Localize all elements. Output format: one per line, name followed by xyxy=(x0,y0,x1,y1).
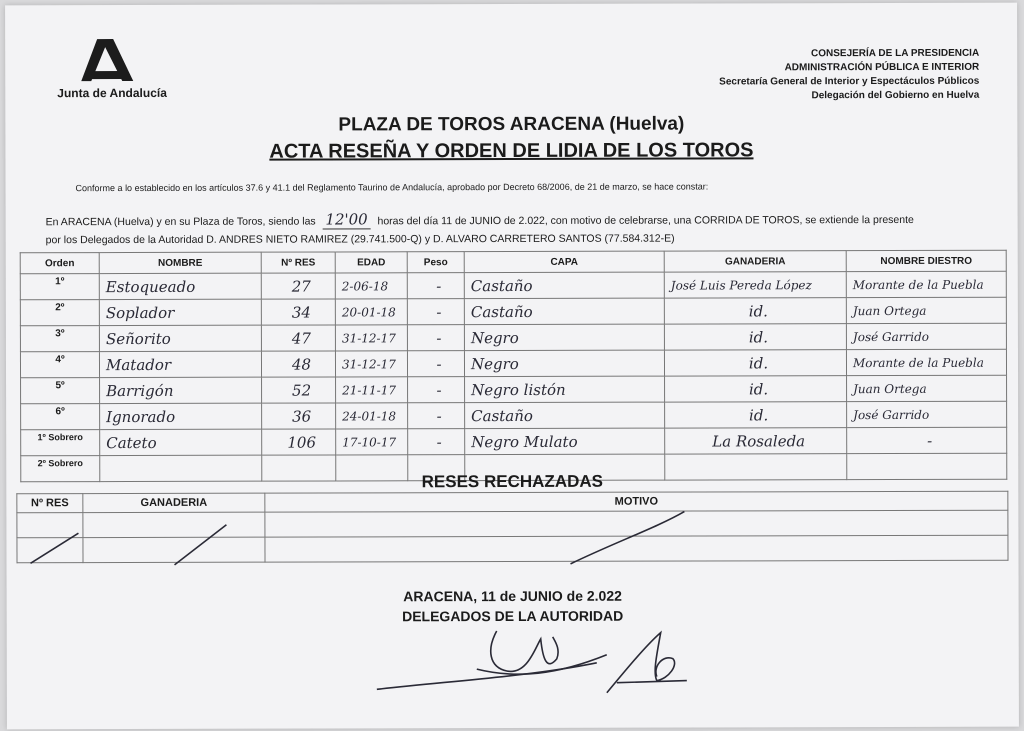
institution-line: Secretaría General de Interior y Espectáculos Públicos xyxy=(719,75,980,88)
diestro-cell: Morante de la Puebla xyxy=(846,349,1006,375)
ganaderia-cell: id. xyxy=(665,402,847,428)
cancel-stroke xyxy=(174,525,226,565)
orden-cell: 4º xyxy=(20,352,99,378)
col-header: GANADERIA xyxy=(83,493,265,512)
orden-cell: 2º xyxy=(20,300,99,326)
nombre-cell: Matador xyxy=(99,351,261,377)
col-header: CAPA xyxy=(464,251,664,273)
nombre-cell: Soplador xyxy=(99,299,261,325)
table-row xyxy=(20,271,1006,300)
capa-cell: Castaño xyxy=(465,402,665,429)
nombre-cell: Estoqueado xyxy=(99,273,261,299)
institution-header xyxy=(719,47,979,104)
capa-cell: Negro xyxy=(464,350,664,377)
table-header-row xyxy=(20,250,1006,274)
orden-cell: 6º xyxy=(21,404,100,430)
institution-line: ADMINISTRACIÓN PÚBLICA E INTERIOR xyxy=(784,61,980,74)
edad-cell: 31-12-17 xyxy=(335,351,407,377)
res-cell: 34 xyxy=(261,299,335,325)
col-header: EDAD xyxy=(335,252,407,273)
peso-cell: - xyxy=(407,351,464,377)
peso-cell: - xyxy=(407,325,464,351)
logo-text: Junta de Andalucía xyxy=(57,85,167,101)
subtitle-text: ACTA RESEÑA Y ORDEN DE LIDIA DE LOS TOROS xyxy=(269,139,754,163)
signature-2 xyxy=(607,633,687,693)
event-line-before: En ARACENA (Huelva) y en su Plaza de Toros, siendo las xyxy=(45,215,316,229)
institution-line: CONSEJERÍA DE LA PRESIDENCIA xyxy=(810,47,980,60)
orden-cell: 2º Sobrero xyxy=(21,456,100,482)
col-header: GANADERIA xyxy=(664,251,846,272)
capa-cell: Negro listón xyxy=(465,376,665,403)
signers-label: DELEGADOS DE LA AUTORIDAD xyxy=(402,607,624,625)
edad-cell: 20-01-18 xyxy=(335,299,407,325)
rechazadas-title: RESES RECHAZADAS xyxy=(421,471,603,492)
cancel-stroke xyxy=(570,512,684,564)
diestro-cell: José Garrido xyxy=(847,401,1007,427)
edad-cell: 17-10-17 xyxy=(336,429,408,455)
edad-cell: 31-12-17 xyxy=(335,325,407,351)
col-header: Nº RES xyxy=(17,494,83,513)
col-header: NOMBRE xyxy=(99,252,261,273)
col-header: Nº RES xyxy=(261,252,335,273)
orden-cell: 5º xyxy=(21,378,100,404)
document-sheet xyxy=(5,3,1019,730)
cancellation-strokes xyxy=(16,509,1016,572)
event-line-after: horas del día 11 de JUNIO de 2.022, con motivo de celebrarse, una CORRIDA DE TOROS, se extiende la presente xyxy=(377,213,914,228)
ganaderia-cell: id. xyxy=(664,324,846,350)
delegates-line: por los Delegados de la Autoridad D. ANDRES NIETO RAMIREZ (29.741.500-Q) y D. ALVARO CARRETERO SANTOS (77.584.312-E) xyxy=(45,232,675,247)
diestro-cell: Morante de la Puebla xyxy=(846,271,1006,297)
diestro-cell: José Garrido xyxy=(846,323,1006,349)
event-line xyxy=(46,209,914,230)
col-header: Orden xyxy=(20,253,99,274)
table-row xyxy=(21,401,1007,430)
edad-cell: 2-06-18 xyxy=(335,273,407,299)
peso-cell: - xyxy=(407,299,464,325)
res-cell: 52 xyxy=(262,377,336,403)
res-cell: 48 xyxy=(261,351,335,377)
place-date: ARACENA, 11 de JUNIO de 2.022 xyxy=(403,587,622,605)
table-row xyxy=(21,375,1007,404)
ganaderia-cell: La Rosaleda xyxy=(665,428,847,454)
peso-cell: - xyxy=(408,429,465,455)
document-title: PLAZA DE TOROS ARACENA (Huelva) xyxy=(338,113,685,136)
ganaderia-cell: id. xyxy=(665,376,847,402)
capa-cell: Castaño xyxy=(464,298,664,325)
document-subtitle xyxy=(5,139,1017,165)
signatures xyxy=(357,619,697,710)
capa-cell: Castaño xyxy=(464,272,664,299)
nombre-cell: Barrigón xyxy=(100,377,262,403)
edad-cell: 21-11-17 xyxy=(336,377,408,403)
peso-cell: - xyxy=(407,273,464,299)
capa-cell: Negro Mulato xyxy=(465,428,665,455)
table-row xyxy=(20,297,1006,326)
signature-1-underline xyxy=(377,663,597,690)
intro-text: Conforme a lo establecido en los artículos 37.6 y 41.1 del Reglamento Taurino de Andalucía, aprobado por Decreto 68/2006, de 21 de marzo, se hace constar: xyxy=(75,181,709,194)
table-row xyxy=(20,349,1006,378)
nombre-cell: Señorito xyxy=(99,325,261,351)
nombre-cell: Ignorado xyxy=(100,403,262,429)
orden-cell: 1º xyxy=(20,274,99,300)
col-header: MOTIVO xyxy=(265,491,1008,512)
event-time: 12'00 xyxy=(323,210,371,229)
res-cell: 27 xyxy=(261,273,335,299)
res-cell: 106 xyxy=(262,429,336,455)
capa-cell: Negro xyxy=(464,324,664,351)
peso-cell: - xyxy=(408,403,465,429)
signature-1 xyxy=(477,631,607,675)
ganaderia-cell: José Luis Pereda López xyxy=(664,272,846,298)
orden-cell: 1º Sobrero xyxy=(21,430,100,456)
nombre-cell: Cateto xyxy=(100,429,262,455)
col-header: Peso xyxy=(407,252,464,273)
diestro-cell: - xyxy=(847,427,1007,453)
col-header: NOMBRE DIESTRO xyxy=(846,250,1006,271)
res-cell: 47 xyxy=(261,325,335,351)
edad-cell: 24-01-18 xyxy=(336,403,408,429)
peso-cell: - xyxy=(408,377,465,403)
res-cell: 36 xyxy=(262,403,336,429)
ganaderia-cell: id. xyxy=(664,350,846,376)
ganaderia-cell: id. xyxy=(664,298,846,324)
table-row xyxy=(20,323,1006,352)
cancel-stroke xyxy=(30,533,78,563)
table-row xyxy=(21,427,1007,456)
diestro-cell: Juan Ortega xyxy=(847,375,1007,401)
orden-cell: 3º xyxy=(20,326,99,352)
institution-line: Delegación del Gobierno en Huelva xyxy=(811,89,980,102)
lidia-table xyxy=(20,250,1008,483)
diestro-cell: Juan Ortega xyxy=(846,297,1006,323)
